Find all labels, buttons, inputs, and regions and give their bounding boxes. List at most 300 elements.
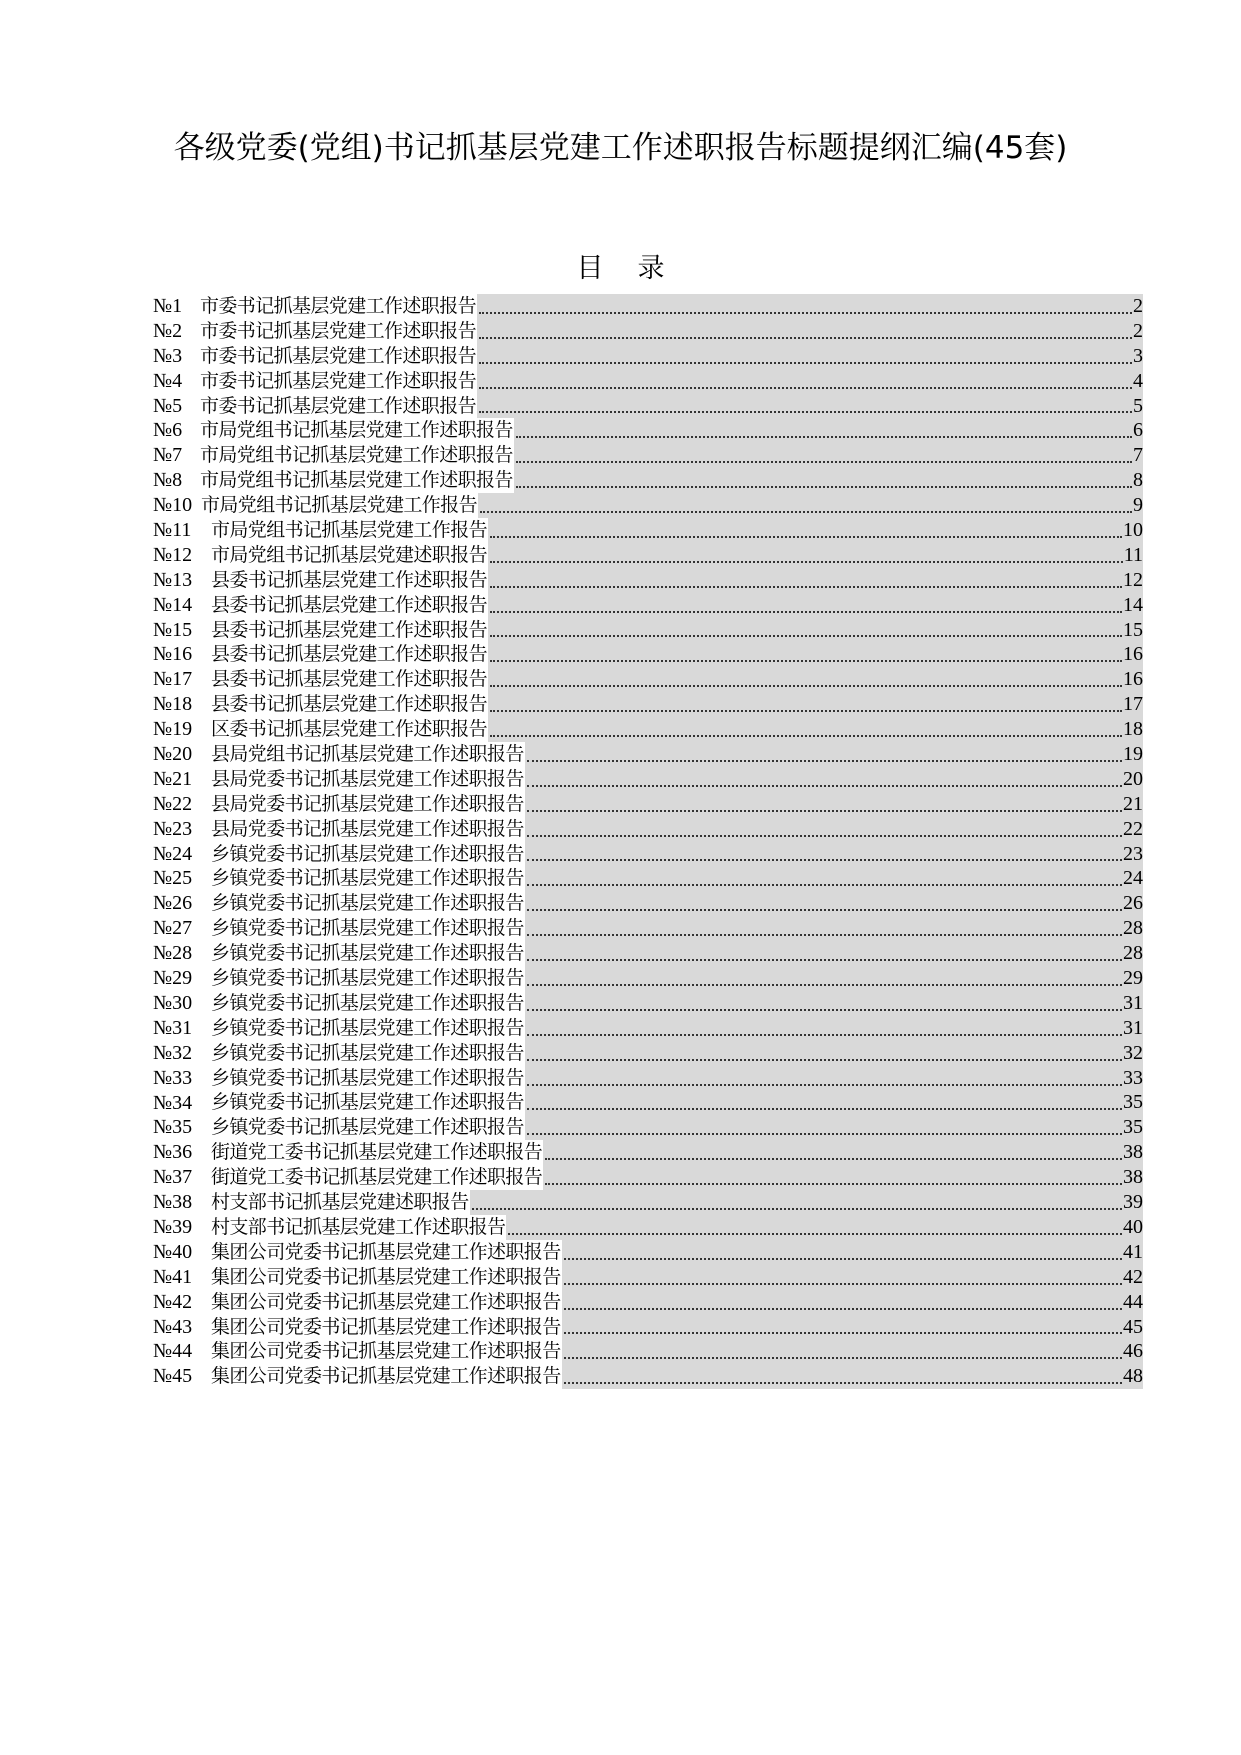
toc-entry-link[interactable] bbox=[201, 493, 1143, 518]
toc-entry bbox=[153, 543, 1143, 568]
toc-entry-title: 县局党委书记抓基层党建工作述职报告 bbox=[211, 767, 524, 790]
toc-entry bbox=[153, 842, 1143, 867]
toc-entry-page-number: 23 bbox=[1123, 842, 1143, 865]
toc-entry-link[interactable] bbox=[211, 866, 1143, 891]
toc-entry bbox=[153, 1165, 1143, 1190]
toc-dot-leader bbox=[478, 493, 1132, 518]
toc-dot-leader bbox=[477, 319, 1132, 344]
toc-entry-link[interactable] bbox=[211, 1364, 1143, 1389]
toc-list bbox=[153, 294, 1143, 1389]
toc-entry-link[interactable] bbox=[211, 817, 1143, 842]
toc-entry-number: №45 bbox=[153, 1365, 193, 1388]
toc-entry bbox=[153, 1265, 1143, 1290]
toc-dot-leader bbox=[525, 866, 1122, 891]
toc-dot-leader bbox=[525, 817, 1122, 842]
toc-entry bbox=[153, 493, 1143, 518]
toc-entry-page-number: 8 bbox=[1133, 469, 1143, 492]
toc-dot-leader bbox=[562, 1290, 1122, 1315]
toc-entry-number: №6 bbox=[153, 419, 183, 442]
toc-dots bbox=[508, 1233, 1122, 1235]
toc-dot-leader bbox=[514, 418, 1132, 443]
toc-entry bbox=[153, 667, 1143, 692]
toc-entry-page-number: 12 bbox=[1123, 568, 1143, 591]
toc-entry-title: 县委书记抓基层党建工作述职报告 bbox=[211, 593, 488, 616]
toc-dot-leader bbox=[525, 842, 1122, 867]
toc-entry-page-number: 46 bbox=[1123, 1340, 1143, 1363]
toc-entry-number: №12 bbox=[153, 543, 193, 566]
toc-entry bbox=[153, 369, 1143, 394]
toc-entry bbox=[153, 692, 1143, 717]
toc-dots bbox=[480, 511, 1132, 513]
toc-dot-leader bbox=[525, 991, 1122, 1016]
toc-entry-page-number: 29 bbox=[1123, 967, 1143, 990]
toc-entry-title: 乡镇党委书记抓基层党建工作述职报告 bbox=[211, 917, 524, 940]
toc-dots bbox=[490, 710, 1122, 712]
toc-entry-number: №10 bbox=[153, 494, 193, 517]
toc-entry-title: 县委书记抓基层党建工作述职报告 bbox=[211, 693, 488, 716]
toc-entry-link[interactable] bbox=[211, 642, 1143, 667]
toc-entry-title: 乡镇党委书记抓基层党建工作述职报告 bbox=[211, 892, 524, 915]
toc-entry bbox=[153, 518, 1143, 543]
toc-entry bbox=[153, 742, 1143, 767]
toc-entry-link[interactable] bbox=[200, 319, 1143, 344]
toc-entry-title: 街道党工委书记抓基层党建工作述职报告 bbox=[211, 1166, 543, 1189]
toc-dot-leader bbox=[525, 891, 1122, 916]
toc-entry-title: 集团公司党委书记抓基层党建工作述职报告 bbox=[211, 1315, 561, 1338]
toc-entry-link[interactable] bbox=[200, 294, 1143, 319]
toc-entry-page-number: 10 bbox=[1123, 519, 1143, 541]
toc-entry-page-number: 38 bbox=[1123, 1141, 1143, 1164]
toc-entry-number: №20 bbox=[153, 743, 193, 766]
toc-entry bbox=[153, 1240, 1143, 1265]
toc-entry-title: 市局党组书记抓基层党建工作述职报告 bbox=[200, 419, 513, 442]
toc-entry-number: №29 bbox=[153, 967, 193, 990]
toc-entry-page-number: 31 bbox=[1123, 1016, 1143, 1039]
toc-dots bbox=[490, 660, 1122, 662]
toc-entry-title: 市局党组书记抓基层党建工作述职报告 bbox=[200, 444, 513, 467]
toc-entry-page-number: 26 bbox=[1123, 892, 1143, 915]
toc-dots bbox=[527, 884, 1122, 886]
toc-dots bbox=[479, 411, 1132, 413]
toc-entry-page-number: 18 bbox=[1123, 718, 1143, 741]
toc-entry-number: №38 bbox=[153, 1191, 193, 1214]
toc-entry bbox=[153, 618, 1143, 643]
toc-entry-link[interactable] bbox=[211, 916, 1143, 941]
toc-entry-title: 乡镇党委书记抓基层党建工作述职报告 bbox=[211, 1066, 524, 1089]
toc-entry-number: №2 bbox=[153, 319, 183, 342]
toc-dot-leader bbox=[488, 717, 1122, 742]
toc-entry-page-number: 7 bbox=[1133, 444, 1143, 467]
toc-dot-leader bbox=[488, 518, 1122, 543]
toc-dot-leader bbox=[525, 1066, 1122, 1091]
toc-dots bbox=[472, 1208, 1122, 1210]
toc-dots bbox=[545, 1158, 1122, 1160]
toc-entry-number: №23 bbox=[153, 817, 193, 840]
toc-entry bbox=[153, 394, 1143, 419]
toc-dot-leader bbox=[562, 1364, 1122, 1389]
toc-dots bbox=[490, 586, 1122, 588]
toc-entry-title: 村支部书记抓基层党建述职报告 bbox=[211, 1191, 469, 1214]
toc-dot-leader bbox=[525, 792, 1122, 817]
toc-dot-leader bbox=[525, 767, 1122, 792]
toc-entry-title: 市局党组书记抓基层党建工作报告 bbox=[211, 519, 488, 541]
toc-entry-page-number: 33 bbox=[1123, 1066, 1143, 1089]
toc-dots bbox=[564, 1283, 1122, 1285]
toc-entry-title: 乡镇党委书记抓基层党建工作述职报告 bbox=[211, 1116, 524, 1139]
toc-dots bbox=[516, 461, 1132, 463]
toc-entry-title: 区委书记抓基层党建工作述职报告 bbox=[211, 718, 488, 741]
toc-entry-number: №35 bbox=[153, 1116, 193, 1139]
toc-dots bbox=[527, 934, 1122, 936]
toc-entry-page-number: 45 bbox=[1123, 1315, 1143, 1338]
toc-entry bbox=[153, 817, 1143, 842]
toc-entry-page-number: 16 bbox=[1123, 643, 1143, 666]
toc-entry-page-number: 21 bbox=[1123, 792, 1143, 815]
toc-entry-page-number: 24 bbox=[1123, 867, 1143, 890]
toc-entry-title: 市委书记抓基层党建工作述职报告 bbox=[200, 369, 477, 392]
toc-entry-title: 乡镇党委书记抓基层党建工作述职报告 bbox=[211, 1091, 524, 1114]
toc-entry-number: №8 bbox=[153, 469, 183, 492]
toc-dot-leader bbox=[514, 468, 1132, 493]
toc-entry-number: №26 bbox=[153, 892, 193, 915]
toc-dots bbox=[564, 1332, 1122, 1334]
toc-entry-number: №18 bbox=[153, 693, 193, 716]
toc-dots bbox=[564, 1258, 1122, 1260]
toc-dots bbox=[516, 486, 1132, 488]
toc-entry-number: №17 bbox=[153, 668, 193, 691]
toc-entry bbox=[153, 941, 1143, 966]
toc-dot-leader bbox=[525, 1091, 1122, 1116]
toc-entry-number: №15 bbox=[153, 618, 193, 641]
toc-entry-number: №43 bbox=[153, 1315, 193, 1338]
toc-entry-page-number: 9 bbox=[1133, 494, 1143, 517]
toc-dots bbox=[545, 1183, 1122, 1185]
toc-entry-page-number: 28 bbox=[1123, 942, 1143, 965]
toc-entry bbox=[153, 642, 1143, 667]
toc-entry-link[interactable] bbox=[211, 742, 1143, 767]
toc-entry-link[interactable] bbox=[211, 1115, 1143, 1140]
toc-entry bbox=[153, 866, 1143, 891]
toc-entry-page-number: 17 bbox=[1123, 693, 1143, 716]
toc-dot-leader bbox=[543, 1165, 1122, 1190]
toc-entry-link[interactable] bbox=[200, 443, 1143, 468]
toc-entry-link[interactable] bbox=[211, 518, 1143, 543]
toc-entry bbox=[153, 344, 1143, 369]
toc-entry-number: №5 bbox=[153, 394, 183, 417]
toc-entry bbox=[153, 1364, 1143, 1389]
toc-entry-link[interactable] bbox=[211, 692, 1143, 717]
toc-entry-link[interactable] bbox=[211, 966, 1143, 991]
toc-dots bbox=[527, 1034, 1122, 1036]
toc-entry-number: №42 bbox=[153, 1290, 193, 1313]
toc-entry bbox=[153, 294, 1143, 319]
toc-dot-leader bbox=[470, 1190, 1122, 1215]
toc-dots bbox=[527, 959, 1122, 961]
toc-entry bbox=[153, 717, 1143, 742]
toc-dot-leader bbox=[525, 1041, 1122, 1066]
toc-entry-number: №28 bbox=[153, 942, 193, 965]
toc-entry-title: 乡镇党委书记抓基层党建工作述职报告 bbox=[211, 842, 524, 865]
toc-dots bbox=[479, 337, 1132, 339]
toc-dot-leader bbox=[477, 369, 1132, 394]
toc-dots bbox=[527, 909, 1122, 911]
toc-dot-leader bbox=[525, 1016, 1122, 1041]
toc-heading bbox=[0, 252, 1241, 286]
toc-entry bbox=[153, 966, 1143, 991]
toc-entry-page-number: 41 bbox=[1123, 1240, 1143, 1263]
toc-entry-number: №41 bbox=[153, 1265, 193, 1288]
toc-entry-link[interactable] bbox=[200, 468, 1143, 493]
toc-entry-number: №21 bbox=[153, 767, 193, 790]
toc-dots bbox=[479, 312, 1132, 314]
toc-entry-number: №3 bbox=[153, 344, 183, 367]
toc-entry-link[interactable] bbox=[211, 1315, 1143, 1340]
toc-dot-leader bbox=[488, 593, 1122, 618]
toc-entry-number: №32 bbox=[153, 1041, 193, 1064]
toc-dot-leader bbox=[488, 667, 1122, 692]
toc-entry-page-number: 35 bbox=[1123, 1116, 1143, 1139]
toc-entry-title: 市委书记抓基层党建工作述职报告 bbox=[200, 344, 477, 367]
toc-dots bbox=[527, 760, 1122, 762]
toc-entry-page-number: 20 bbox=[1123, 767, 1143, 790]
toc-dot-leader bbox=[525, 916, 1122, 941]
toc-entry-number: №7 bbox=[153, 444, 183, 467]
toc-entry-number: №44 bbox=[153, 1340, 193, 1363]
toc-entry-link[interactable] bbox=[211, 1265, 1143, 1290]
toc-dots bbox=[527, 785, 1122, 787]
toc-entry-link[interactable] bbox=[211, 1339, 1143, 1364]
toc-entry-page-number: 16 bbox=[1123, 668, 1143, 691]
toc-entry bbox=[153, 792, 1143, 817]
toc-entry bbox=[153, 1339, 1143, 1364]
toc-entry-number: №11 bbox=[153, 519, 192, 542]
toc-entry-title: 县局党组书记抓基层党建工作述职报告 bbox=[211, 743, 524, 766]
toc-entry-number: №40 bbox=[153, 1240, 193, 1263]
toc-entry-page-number: 35 bbox=[1123, 1091, 1143, 1114]
toc-entry-title: 乡镇党委书记抓基层党建工作述职报告 bbox=[211, 967, 524, 990]
toc-entry bbox=[153, 1041, 1143, 1066]
toc-entry bbox=[153, 593, 1143, 618]
toc-entry-link[interactable] bbox=[211, 1215, 1143, 1240]
toc-entry-title: 市委书记抓基层党建工作述职报告 bbox=[200, 319, 477, 342]
toc-entry-title: 市委书记抓基层党建工作述职报告 bbox=[200, 394, 477, 417]
toc-entry-page-number: 14 bbox=[1123, 593, 1143, 616]
toc-dots bbox=[527, 984, 1122, 986]
toc-entry-title: 乡镇党委书记抓基层党建工作述职报告 bbox=[211, 942, 524, 965]
toc-entry-link[interactable] bbox=[211, 767, 1143, 792]
toc-entry-link[interactable] bbox=[211, 667, 1143, 692]
toc-dot-leader bbox=[562, 1315, 1122, 1340]
toc-dot-leader bbox=[562, 1240, 1122, 1265]
toc-dots bbox=[527, 1009, 1122, 1011]
toc-dots bbox=[527, 1108, 1122, 1110]
toc-dots bbox=[490, 561, 1123, 563]
toc-entry-title: 乡镇党委书记抓基层党建工作述职报告 bbox=[211, 1041, 524, 1064]
toc-entry bbox=[153, 418, 1143, 443]
toc-dots bbox=[490, 536, 1122, 538]
toc-entry-link[interactable] bbox=[200, 394, 1143, 419]
toc-entry-link[interactable] bbox=[211, 568, 1143, 593]
toc-entry-page-number: 6 bbox=[1133, 419, 1143, 442]
toc-entry-number: №4 bbox=[153, 369, 183, 392]
toc-dot-leader bbox=[488, 568, 1122, 593]
toc-dots bbox=[479, 362, 1132, 364]
toc-entry-number: №36 bbox=[153, 1141, 193, 1164]
toc-entry-number: №19 bbox=[153, 718, 193, 741]
toc-entry-page-number: 2 bbox=[1133, 294, 1143, 317]
toc-dots bbox=[490, 635, 1122, 637]
toc-dot-leader bbox=[525, 742, 1122, 767]
toc-entry-number: №34 bbox=[153, 1091, 193, 1114]
toc-dots bbox=[527, 810, 1122, 812]
toc-entry-link[interactable] bbox=[211, 1140, 1143, 1165]
toc-entry-page-number: 40 bbox=[1123, 1215, 1143, 1238]
toc-dot-leader bbox=[562, 1339, 1122, 1364]
toc-entry-title: 乡镇党委书记抓基层党建工作述职报告 bbox=[211, 991, 524, 1014]
toc-dot-leader bbox=[477, 394, 1132, 419]
toc-dots bbox=[527, 859, 1122, 861]
toc-entry bbox=[153, 1215, 1143, 1240]
toc-dots bbox=[516, 436, 1132, 438]
toc-entry-page-number: 32 bbox=[1123, 1041, 1143, 1064]
toc-entry-link[interactable] bbox=[211, 618, 1143, 643]
toc-entry-link[interactable] bbox=[200, 418, 1143, 443]
toc-entry-title: 街道党工委书记抓基层党建工作述职报告 bbox=[211, 1141, 543, 1164]
toc-heading-char-2: 录 bbox=[637, 253, 665, 284]
toc-entry-link[interactable] bbox=[211, 1165, 1143, 1190]
toc-dots bbox=[527, 1133, 1122, 1135]
toc-dot-leader bbox=[514, 443, 1132, 468]
toc-entry-title: 县局党委书记抓基层党建工作述职报告 bbox=[211, 792, 524, 815]
toc-entry-link[interactable] bbox=[211, 1290, 1143, 1315]
toc-entry-number: №13 bbox=[153, 568, 193, 591]
toc-entry-page-number: 44 bbox=[1123, 1290, 1143, 1313]
toc-dots bbox=[490, 685, 1122, 687]
toc-entry bbox=[153, 916, 1143, 941]
toc-entry bbox=[153, 891, 1143, 916]
toc-entry-number: №22 bbox=[153, 792, 193, 815]
toc-entry-page-number: 4 bbox=[1133, 369, 1143, 392]
toc-entry bbox=[153, 1190, 1143, 1215]
toc-entry bbox=[153, 991, 1143, 1016]
toc-entry-title: 市局党组书记抓基层党建述职报告 bbox=[211, 543, 488, 566]
toc-entry-title: 乡镇党委书记抓基层党建工作述职报告 bbox=[211, 1016, 524, 1039]
toc-entry bbox=[153, 319, 1143, 344]
toc-entry-number: №14 bbox=[153, 593, 193, 616]
toc-entry bbox=[153, 468, 1143, 493]
toc-entry bbox=[153, 767, 1143, 792]
toc-dots bbox=[564, 1382, 1122, 1384]
toc-entry-page-number: 2 bbox=[1133, 319, 1143, 342]
toc-entry-number: №24 bbox=[153, 842, 193, 865]
toc-entry-title: 市局党组书记抓基层党建工作述职报告 bbox=[200, 469, 513, 492]
toc-entry bbox=[153, 1066, 1143, 1091]
toc-entry-link[interactable] bbox=[211, 543, 1143, 568]
toc-dots bbox=[490, 611, 1122, 613]
toc-dot-leader bbox=[525, 1115, 1122, 1140]
toc-entry-title: 市局党组书记抓基层党建工作报告 bbox=[201, 494, 478, 517]
toc-entry-page-number: 15 bbox=[1123, 618, 1143, 641]
toc-entry-number: №33 bbox=[153, 1066, 193, 1089]
toc-entry-title: 县委书记抓基层党建工作述职报告 bbox=[211, 643, 488, 666]
toc-entry-link[interactable] bbox=[211, 941, 1143, 966]
toc-dots bbox=[564, 1357, 1122, 1359]
toc-entry-title: 集团公司党委书记抓基层党建工作述职报告 bbox=[211, 1365, 561, 1388]
toc-entry-link[interactable] bbox=[211, 842, 1143, 867]
toc-dot-leader bbox=[477, 344, 1132, 369]
toc-entry-link[interactable] bbox=[211, 1041, 1143, 1066]
toc-entry-number: №1 bbox=[153, 295, 183, 317]
toc-entry-link[interactable] bbox=[211, 792, 1143, 817]
toc-entry-link[interactable] bbox=[211, 1091, 1143, 1116]
toc-entry-page-number: 19 bbox=[1123, 743, 1143, 766]
toc-dot-leader bbox=[488, 543, 1123, 568]
toc-entry bbox=[153, 1290, 1143, 1315]
toc-entry-number: №16 bbox=[153, 643, 193, 666]
toc-entry-page-number: 39 bbox=[1123, 1191, 1143, 1214]
toc-entry-link[interactable] bbox=[211, 1190, 1143, 1215]
toc-entry-link[interactable] bbox=[211, 717, 1143, 742]
toc-entry-page-number: 3 bbox=[1133, 344, 1143, 367]
toc-entry bbox=[153, 568, 1143, 593]
document-title: 各级党委(党组)书记抓基层党建工作述职报告标题提纲汇编(45套) bbox=[173, 130, 1068, 166]
toc-entry-link[interactable] bbox=[211, 891, 1143, 916]
toc-dot-leader bbox=[488, 618, 1122, 643]
toc-dot-leader bbox=[525, 966, 1122, 991]
toc-entry-number: №31 bbox=[153, 1016, 193, 1039]
toc-entry-number: №30 bbox=[153, 991, 193, 1014]
toc-entry-page-number: 38 bbox=[1123, 1166, 1143, 1189]
toc-entry-number: №39 bbox=[153, 1215, 193, 1238]
toc-entry-title: 村支部书记抓基层党建工作述职报告 bbox=[211, 1215, 506, 1238]
toc-entry-page-number: 11 bbox=[1123, 543, 1143, 566]
toc-dot-leader bbox=[543, 1140, 1122, 1165]
toc-dots bbox=[527, 1059, 1122, 1061]
toc-entry-title: 县委书记抓基层党建工作述职报告 bbox=[211, 618, 488, 641]
toc-entry-number: №25 bbox=[153, 867, 193, 890]
toc-dots bbox=[490, 735, 1122, 737]
toc-entry-title: 县委书记抓基层党建工作述职报告 bbox=[211, 568, 488, 591]
toc-heading-char-1: 目 bbox=[576, 253, 604, 284]
toc-entry-link[interactable] bbox=[200, 369, 1143, 394]
toc-entry-title: 县委书记抓基层党建工作述职报告 bbox=[211, 668, 488, 691]
toc-entry-link[interactable] bbox=[211, 593, 1143, 618]
toc-entry-page-number: 22 bbox=[1123, 817, 1143, 840]
toc-dot-leader bbox=[562, 1265, 1122, 1290]
toc-entry-link[interactable] bbox=[200, 344, 1143, 369]
toc-entry-page-number: 42 bbox=[1123, 1265, 1143, 1288]
toc-dot-leader bbox=[488, 692, 1122, 717]
toc-entry-link[interactable] bbox=[211, 1240, 1143, 1265]
toc-dot-leader bbox=[488, 642, 1122, 667]
toc-dots bbox=[564, 1308, 1122, 1310]
toc-entry bbox=[153, 1315, 1143, 1340]
toc-dots bbox=[479, 387, 1132, 389]
toc-entry-page-number: 28 bbox=[1123, 917, 1143, 940]
toc-dot-leader bbox=[506, 1215, 1122, 1240]
toc-entry-link[interactable] bbox=[211, 1066, 1143, 1091]
toc-entry-link[interactable] bbox=[211, 991, 1143, 1016]
toc-dot-leader bbox=[477, 294, 1132, 319]
toc-entry-title: 集团公司党委书记抓基层党建工作述职报告 bbox=[211, 1265, 561, 1288]
toc-entry-number: №27 bbox=[153, 917, 193, 940]
toc-entry-link[interactable] bbox=[211, 1016, 1143, 1041]
toc-dots bbox=[527, 835, 1122, 837]
toc-entry bbox=[153, 1016, 1143, 1041]
toc-entry-title: 集团公司党委书记抓基层党建工作述职报告 bbox=[211, 1290, 561, 1313]
toc-entry-title: 集团公司党委书记抓基层党建工作述职报告 bbox=[211, 1340, 561, 1363]
toc-entry-page-number: 48 bbox=[1123, 1365, 1143, 1388]
